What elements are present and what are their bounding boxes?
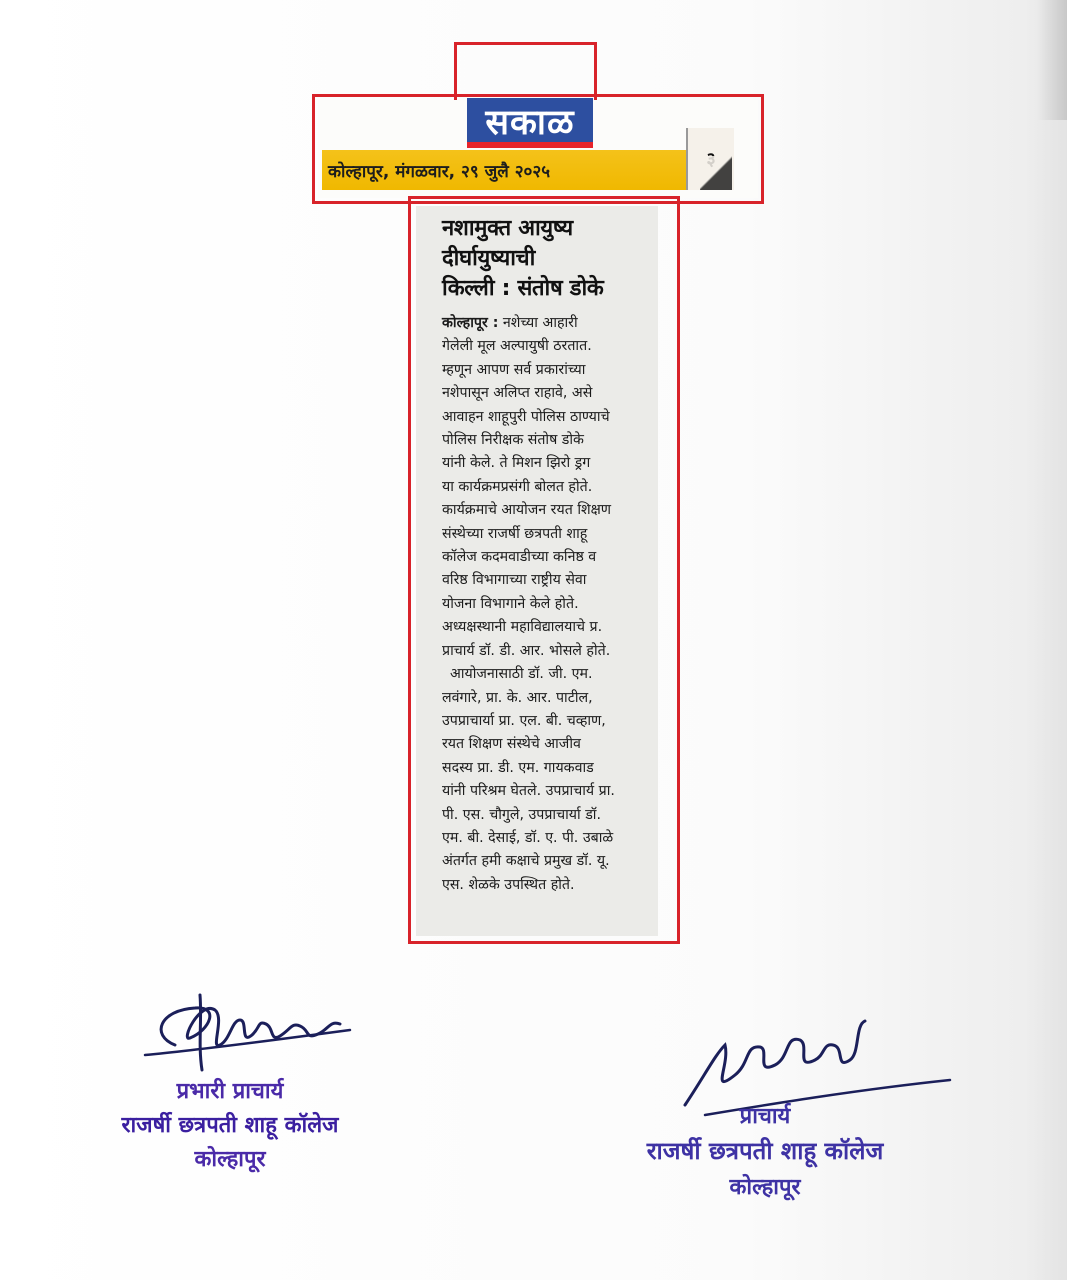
dateline: कोल्हापूर, मंगळवार, २९ जुलै २०२५ xyxy=(322,150,700,190)
body-line: एम. बी. देसाई, डॉ. ए. पी. उबाळे xyxy=(442,829,614,846)
body-line: म्हणून आपण सर्व प्रकारांच्या xyxy=(442,361,586,378)
body-line: वरिष्ठ विभागाच्या राष्ट्रीय सेवा xyxy=(442,572,587,589)
highlight-box-article xyxy=(408,196,680,944)
body-line: एस. शेळके उपस्थित होते. xyxy=(442,876,575,893)
body-line: पी. एस. चौगुले, उपप्राचार्या डॉ. xyxy=(442,806,601,823)
body-line: योजना विभागाने केले होते. xyxy=(442,595,579,612)
body-line: यांनी परिश्रम घेतले. उपप्राचार्य प्रा. xyxy=(442,783,615,800)
stamp-city: कोल्हापूर xyxy=(729,1175,801,1200)
body-line: या कार्यक्रमप्रसंगी बोलत होते. xyxy=(442,478,593,495)
body-line: कोल्हापूर : नशेच्या आहारी xyxy=(442,315,578,331)
body-line: कॉलेज कदमवाडीच्या कनिष्ठ व xyxy=(442,549,597,566)
body-line: प्राचार्य डॉ. डी. आर. भोसले होते. xyxy=(442,642,611,659)
headline-line: किल्ली : संतोष डोके xyxy=(442,276,604,301)
body-line: संस्थेच्या राजर्षी छत्रपती शाहू xyxy=(442,525,588,542)
body-line: कार्यक्रमाचे आयोजन रयत शिक्षण xyxy=(442,502,612,519)
headline-line: नशामुक्त आयुष्य xyxy=(442,216,573,241)
stamp-role: प्रभारी प्राचार्य xyxy=(176,1079,284,1104)
body-line: रयत शिक्षण संस्थेचे आजीव xyxy=(442,736,581,753)
stamp-role: प्राचार्य xyxy=(739,1104,791,1129)
body-line: नशेपासून अलिप्त राहावे, असे xyxy=(442,385,593,402)
body-line: अध्यक्षस्थानी महाविद्यालयाचे प्र. xyxy=(442,619,603,636)
body-line: यांनी केले. ते मिशन झिरो ड्रग xyxy=(442,455,591,472)
stamp-org: राजर्षी छत्रपती शाहू कॉलेज xyxy=(121,1113,339,1138)
body-line: उपप्राचार्या प्रा. एल. बी. चव्हाण, xyxy=(442,712,606,729)
left-stamp xyxy=(80,1075,380,1173)
body-line: गेलेली मूल अल्पायुषी ठरतात. xyxy=(442,338,592,355)
body-line: आयोजनासाठी डॉ. जी. एम. xyxy=(450,666,593,683)
body-line: पोलिस निरीक्षक संतोष डोके xyxy=(442,432,584,449)
right-stamp xyxy=(600,1100,930,1201)
body-line: सदस्य प्रा. डी. एम. गायकवाड xyxy=(442,759,594,776)
stamp-city: कोल्हापूर xyxy=(194,1147,266,1172)
stamp-org: राजर्षी छत्रपती शाहू कॉलेज xyxy=(646,1137,884,1165)
body-line: आवाहन शाहूपुरी पोलिस ठाण्याचे xyxy=(442,408,610,425)
headline-line: दीर्घायुष्याची xyxy=(442,246,535,271)
highlight-box-masthead xyxy=(312,94,764,204)
page-corner-shadow xyxy=(1037,0,1067,120)
body-line: अंतर्गत हमी कक्षाचे प्रमुख डॉ. यू. xyxy=(442,853,610,870)
left-signature xyxy=(140,990,360,1080)
body-line: लवंगारे, प्रा. के. आर. पाटील, xyxy=(442,689,593,706)
article-lead: कोल्हापूर : xyxy=(442,315,499,331)
newspaper-logo: सकाळ xyxy=(467,98,593,144)
highlight-box-tab xyxy=(454,42,597,100)
